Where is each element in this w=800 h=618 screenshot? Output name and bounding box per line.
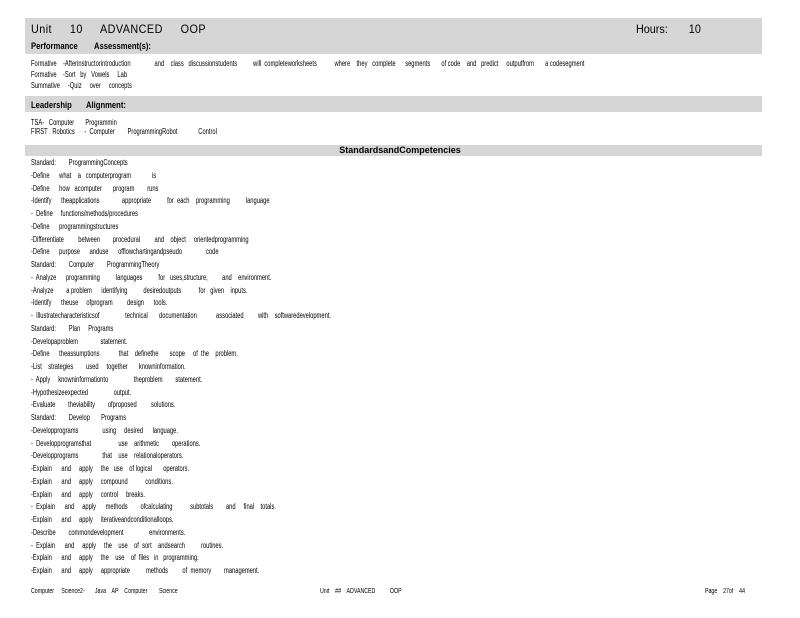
alignment-label: Alignment: bbox=[86, 100, 126, 110]
standard-line: Standard: ProgrammingConcepts bbox=[31, 158, 128, 167]
standard-line: -Analyze a problem identifying desiredoutputs for given inputs. bbox=[31, 285, 248, 295]
standard-line: -Developprograms that use relationaloperators. bbox=[31, 451, 184, 461]
standard-line: -Developprograms using desired language. bbox=[31, 425, 178, 435]
standard-line: -Define how acomputer program runs bbox=[31, 183, 159, 193]
assessment-label: Assessment(s): bbox=[94, 41, 151, 51]
footer-right: Page 27of 44 bbox=[705, 588, 745, 595]
standard-line: Standard: Develop Programs bbox=[31, 413, 127, 422]
assessment-line: Formative -Sort by Vowels Lab bbox=[31, 70, 128, 79]
standards-heading: StandardsandCompetencies bbox=[339, 145, 461, 155]
assessment-line: Formative -Afterinstructorintroduction and class discussionstudents will completeworksheets where they complete segments of code and predict outputfrom a codesegment bbox=[31, 59, 585, 68]
standard-line: - Apply knowninformationto theproblem statement. bbox=[31, 374, 203, 384]
standard-line: - Explain and apply the use of sort andsearch routines. bbox=[31, 540, 224, 550]
standard-line: -Explain and apply the use of files in programming. bbox=[31, 553, 199, 563]
standard-line: -Identify theapplications appropriate for each programming language bbox=[31, 196, 270, 206]
footer-left: Computer Science2- Java AP Computer Science bbox=[31, 588, 178, 595]
leadership-line: FIRST Robotics - Computer ProgrammingRobot Control bbox=[31, 127, 217, 136]
standard-line: - Explain and apply methods ofcalculating subtotals and final totals. bbox=[31, 502, 276, 512]
standard-line: -Explain and apply the use of logical operators. bbox=[31, 464, 190, 473]
standard-line: Standard: Plan Programs bbox=[31, 323, 114, 333]
standard-line: -Define purpose anduse offlowchartingandpseudo code bbox=[31, 247, 219, 257]
standard-line: -Define programmingstructures bbox=[31, 221, 119, 231]
standard-line: Standard: Computer ProgrammingTheory bbox=[31, 260, 160, 269]
performance-label: Performance bbox=[31, 41, 78, 51]
standard-line: -Evaluate theviability ofproposed solutions. bbox=[31, 400, 176, 410]
leadership-label: Leadership bbox=[31, 100, 72, 110]
standard-line: -List strategies used together knowninformation. bbox=[31, 362, 186, 371]
leadership-line: TSA- Computer Programmin bbox=[31, 118, 117, 127]
unit-title: Unit 10 ADVANCED OOP bbox=[31, 22, 207, 36]
standard-line: -Developaproblem statement. bbox=[31, 336, 128, 346]
footer-center: Unit ## ADVANCED OOP bbox=[320, 588, 402, 595]
standard-line: - Analyze programming languages for uses,structure, and environment. bbox=[31, 272, 272, 282]
assessment-line: Summative -Quiz over concepts bbox=[31, 81, 132, 90]
standard-line: -Explain and apply control breaks. bbox=[31, 489, 145, 499]
standard-line: -Explain and apply iterativeandconditionalloops. bbox=[31, 515, 174, 524]
standard-line: -Explain and apply appropriate methods of memory management. bbox=[31, 566, 260, 575]
standard-line: -Describe commondevelopment environments. bbox=[31, 527, 186, 537]
standard-line: - Illustratecharacteristicsof technical documentation associated with softwaredevelopment. bbox=[31, 311, 331, 320]
standard-line: -Hypothesizeexpected output. bbox=[31, 387, 132, 397]
standard-line: -Identify theuse ofprogram design tools. bbox=[31, 298, 168, 308]
standard-line: - Developprogramsthat use arithmetic operations. bbox=[31, 438, 201, 448]
standard-line: -Define theassumptions that definethe scope of the problem. bbox=[31, 349, 238, 359]
standard-line: -Differentiate between procedural and object orientedprogramming bbox=[31, 234, 249, 244]
unit-hours: Hours: 10 bbox=[636, 22, 701, 36]
standard-line: - Define functions/methods/procedures bbox=[31, 209, 138, 218]
standard-line: -Define what a computerprogram is bbox=[31, 170, 157, 180]
leadership-header-band bbox=[25, 96, 762, 112]
standard-line: -Explain and apply compound conditions. bbox=[31, 476, 173, 486]
